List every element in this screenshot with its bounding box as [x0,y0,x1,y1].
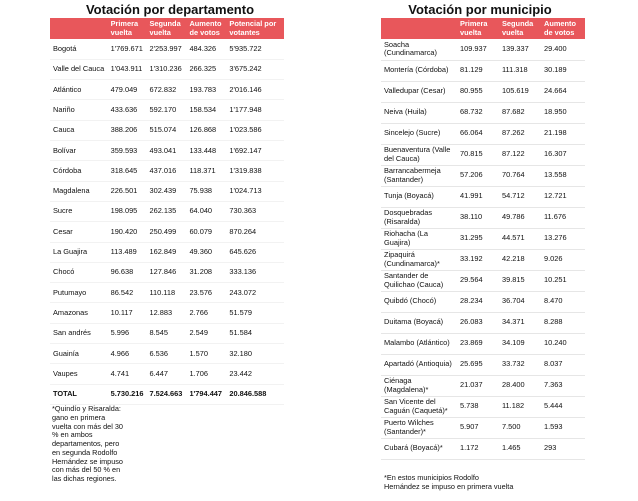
table-row [50,262,284,282]
row-value: 5.996 [108,323,147,343]
row-label: Cauca [50,120,108,140]
row-value: 266.325 [186,59,226,79]
department-footnote: *Quindío y Risaralda: gano en primera vuelta con más del 30 % en ambos departamentos, pero en segunda Rodolfo Hernández se impuso con más del 50 % en las dichas regiones. [52,404,123,483]
right-header-cell [381,18,457,39]
left-header-cell: Aumento de votos [186,18,226,39]
row-value: 70.815 [457,144,499,165]
table-row [381,270,585,291]
row-value: 5.907 [457,417,499,438]
row-label: Bolívar [50,141,108,161]
row-value: 10.251 [541,270,585,291]
row-value: 5.738 [457,396,499,417]
row-value: 38.110 [457,207,499,228]
row-label: Soacha (Cundinamarca) [381,39,457,60]
row-value: 13.276 [541,228,585,249]
table-row [50,161,284,181]
table-row [50,39,284,59]
row-label: Quibdó (Chocó) [381,291,457,312]
row-label: Nariño [50,100,108,120]
row-label: Valledupar (Cesar) [381,81,457,102]
row-value: 49.360 [186,242,226,262]
row-value: 34.109 [499,333,541,354]
row-value: 110.118 [146,283,186,303]
row-value: 51.584 [226,323,284,343]
row-value: 10.240 [541,333,585,354]
row-value: 5'935.722 [226,39,284,59]
row-value: 139.337 [499,39,541,60]
row-value: 2.766 [186,303,226,323]
row-label: Atlántico [50,80,108,100]
total-row [50,384,284,404]
row-value: 333.136 [226,262,284,282]
table-row [50,100,284,120]
row-value: 730.363 [226,201,284,221]
row-value: 8.545 [146,323,186,343]
row-value: 57.206 [457,165,499,186]
table-row [381,396,585,417]
table-row [50,303,284,323]
row-value: 80.955 [457,81,499,102]
row-value: 10.117 [108,303,147,323]
total-value: 5.730.216 [108,384,147,404]
row-value: 39.815 [499,270,541,291]
row-value: 318.645 [108,161,147,181]
row-value: 9.026 [541,249,585,270]
row-value: 262.135 [146,201,186,221]
row-value: 12.883 [146,303,186,323]
table-row [381,312,585,333]
row-value: 54.712 [499,186,541,207]
row-label: San andrés [50,323,108,343]
row-value: 433.636 [108,100,147,120]
row-label: Vaupes [50,364,108,384]
row-value: 12.721 [541,186,585,207]
row-value: 198.095 [108,201,147,221]
table-row [381,333,585,354]
row-value: 111.318 [499,60,541,81]
row-value: 592.170 [146,100,186,120]
row-value: 158.534 [186,100,226,120]
row-value: 87.682 [499,102,541,123]
table-row [381,123,585,144]
table-row [50,364,284,384]
row-value: 3'675.242 [226,59,284,79]
row-value: 2'253.997 [146,39,186,59]
table-row [381,81,585,102]
row-value: 23.869 [457,333,499,354]
row-value: 8.288 [541,312,585,333]
row-label: Barrancabermeja (Santander) [381,165,457,186]
row-value: 7.500 [499,417,541,438]
left-header-cell: Potencial por votantes [226,18,284,39]
row-label: Buenaventura (Valle del Cauca) [381,144,457,165]
row-value: 190.420 [108,222,147,242]
row-value: 11.182 [499,396,541,417]
row-value: 24.664 [541,81,585,102]
row-value: 672.832 [146,80,186,100]
row-value: 31.295 [457,228,499,249]
row-value: 515.074 [146,120,186,140]
table-row [381,291,585,312]
row-value: 23.442 [226,364,284,384]
row-label: Cesar [50,222,108,242]
total-value: 20.846.588 [226,384,284,404]
row-value: 8.037 [541,354,585,375]
row-value: 5.444 [541,396,585,417]
total-value: 7.524.663 [146,384,186,404]
table-row [381,165,585,186]
table-row [381,207,585,228]
row-value: 30.189 [541,60,585,81]
row-value: 29.564 [457,270,499,291]
row-value: 6.536 [146,343,186,363]
row-value: 162.849 [146,242,186,262]
row-label: Magdalena [50,181,108,201]
table-row [381,60,585,81]
table-row [381,438,585,459]
row-value: 2'016.146 [226,80,284,100]
total-value: 1'794.447 [186,384,226,404]
row-value: 1'310.236 [146,59,186,79]
row-value: 193.783 [186,80,226,100]
row-value: 1'319.838 [226,161,284,181]
table-row [50,242,284,262]
table-row [50,201,284,221]
row-value: 28.234 [457,291,499,312]
row-value: 8.470 [541,291,585,312]
row-value: 118.371 [186,161,226,181]
row-value: 16.307 [541,144,585,165]
row-value: 21.198 [541,123,585,144]
row-value: 42.218 [499,249,541,270]
row-value: 359.593 [108,141,147,161]
row-value: 1.172 [457,438,499,459]
row-value: 113.489 [108,242,147,262]
municipality-footnote: *En estos municipios Rodolfo Hernández se impuso en primera vuelta [384,473,514,491]
row-value: 1'024.713 [226,181,284,201]
table-row [50,222,284,242]
row-label: Bogotá [50,39,108,59]
row-value: 870.264 [226,222,284,242]
table-row [381,228,585,249]
row-label: Neiva (Huila) [381,102,457,123]
row-value: 34.371 [499,312,541,333]
row-label: Córdoba [50,161,108,181]
row-value: 64.040 [186,201,226,221]
row-value: 1'177.948 [226,100,284,120]
table-row [50,80,284,100]
row-label: Sucre [50,201,108,221]
row-value: 11.676 [541,207,585,228]
row-label: Zipaquirá (Cundinamarca)* [381,249,457,270]
row-value: 32.180 [226,343,284,363]
row-value: 388.206 [108,120,147,140]
table-row [381,144,585,165]
row-label: Cubará (Boyacá)* [381,438,457,459]
row-value: 493.041 [146,141,186,161]
table-row [50,181,284,201]
row-value: 1'023.586 [226,120,284,140]
row-value: 437.016 [146,161,186,181]
row-label: Chocó [50,262,108,282]
row-label: San Vicente del Caguán (Caquetá)* [381,396,457,417]
row-label: Dosquebradas (Risaralda) [381,207,457,228]
table-row [381,375,585,396]
row-value: 28.400 [499,375,541,396]
row-value: 51.579 [226,303,284,323]
row-value: 44.571 [499,228,541,249]
row-value: 18.950 [541,102,585,123]
row-value: 36.704 [499,291,541,312]
row-label: Apartadó (Antioquia) [381,354,457,375]
row-value: 70.764 [499,165,541,186]
department-table [50,18,284,405]
row-value: 66.064 [457,123,499,144]
department-table-header [50,18,284,39]
row-value: 31.208 [186,262,226,282]
row-value: 226.501 [108,181,147,201]
row-label: Malambo (Atlántico) [381,333,457,354]
row-value: 126.868 [186,120,226,140]
row-value: 23.576 [186,283,226,303]
row-label: Valle del Cauca [50,59,108,79]
row-value: 1'769.671 [108,39,147,59]
right-header-cell: Aumento de votos [541,18,585,39]
row-value: 29.400 [541,39,585,60]
row-value: 7.363 [541,375,585,396]
row-value: 243.072 [226,283,284,303]
table-row [50,59,284,79]
row-value: 60.079 [186,222,226,242]
row-label: Guainía [50,343,108,363]
row-value: 41.991 [457,186,499,207]
row-value: 1.706 [186,364,226,384]
municipality-table-header [381,18,585,39]
row-value: 1'043.911 [108,59,147,79]
row-value: 33.732 [499,354,541,375]
left-header-cell: Primera vuelta [108,18,147,39]
row-value: 4.741 [108,364,147,384]
table-row [381,186,585,207]
table-row [381,102,585,123]
row-value: 1.570 [186,343,226,363]
row-value: 1.593 [541,417,585,438]
row-value: 81.129 [457,60,499,81]
table-row [381,354,585,375]
row-value: 87.262 [499,123,541,144]
row-value: 127.846 [146,262,186,282]
row-value: 6.447 [146,364,186,384]
municipality-table [381,18,585,460]
row-value: 293 [541,438,585,459]
table-row [50,323,284,343]
row-label: Riohacha (La Guajira) [381,228,457,249]
total-label: TOTAL [50,384,108,404]
row-value: 49.786 [499,207,541,228]
department-table-title: Votación por departamento [85,2,255,17]
row-label: Duitama (Boyacá) [381,312,457,333]
municipality-table-title: Votación por municipio [408,2,552,17]
row-value: 26.083 [457,312,499,333]
table-row [381,417,585,438]
table-row [50,343,284,363]
row-label: Puerto Wilches (Santander)* [381,417,457,438]
row-value: 133.448 [186,141,226,161]
row-value: 96.638 [108,262,147,282]
row-label: Montería (Córdoba) [381,60,457,81]
row-label: Amazonas [50,303,108,323]
row-value: 4.966 [108,343,147,363]
table-row [50,120,284,140]
row-value: 68.732 [457,102,499,123]
row-label: Tunja (Boyacá) [381,186,457,207]
row-label: Sincelejo (Sucre) [381,123,457,144]
table-row [381,39,585,60]
row-label: Santander de Quilichao (Cauca) [381,270,457,291]
row-label: Putumayo [50,283,108,303]
row-value: 1.465 [499,438,541,459]
row-value: 87.122 [499,144,541,165]
row-value: 250.499 [146,222,186,242]
right-header-cell: Segunda vuelta [499,18,541,39]
right-header-cell: Primera vuelta [457,18,499,39]
row-label: La Guajira [50,242,108,262]
row-value: 25.695 [457,354,499,375]
row-value: 1'692.147 [226,141,284,161]
row-label: Ciénaga (Magdalena)* [381,375,457,396]
table-row [50,141,284,161]
row-value: 86.542 [108,283,147,303]
row-value: 21.037 [457,375,499,396]
row-value: 484.326 [186,39,226,59]
left-header-cell: Segunda vuelta [146,18,186,39]
row-value: 2.549 [186,323,226,343]
row-value: 302.439 [146,181,186,201]
row-value: 645.626 [226,242,284,262]
table-row [381,249,585,270]
table-row [50,283,284,303]
row-value: 13.558 [541,165,585,186]
row-value: 33.192 [457,249,499,270]
row-value: 75.938 [186,181,226,201]
left-header-cell [50,18,108,39]
row-value: 479.049 [108,80,147,100]
row-value: 109.937 [457,39,499,60]
row-value: 105.619 [499,81,541,102]
